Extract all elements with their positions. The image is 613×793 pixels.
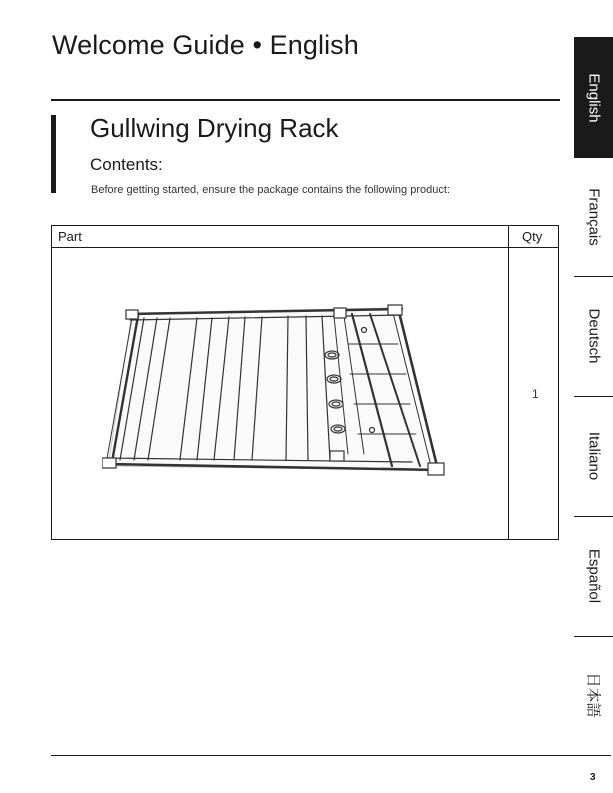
tab-deutsch[interactable] xyxy=(574,277,613,395)
parts-table xyxy=(51,225,559,540)
table-header-row xyxy=(52,226,558,248)
drying-rack-illustration xyxy=(102,304,452,486)
tab-espanol[interactable] xyxy=(574,517,613,635)
footer-divider xyxy=(51,755,611,756)
tab-english[interactable] xyxy=(574,37,613,158)
tab-english-label: English xyxy=(585,72,602,123)
column-header-part: Part xyxy=(58,229,82,244)
tab-japanese-label: 日本語 xyxy=(584,671,601,718)
tab-japanese[interactable] xyxy=(574,637,613,752)
contents-intro: Before getting started, ensure the package contains the following product: xyxy=(91,184,450,196)
tab-italiano-label: Italiano xyxy=(585,431,602,481)
tab-espanol-label: Español xyxy=(585,548,602,604)
column-header-qty: Qty xyxy=(522,229,543,244)
page-number: 3 xyxy=(590,772,596,783)
page-title: Welcome Guide • English xyxy=(52,30,359,60)
tab-francais[interactable] xyxy=(574,158,613,276)
header-divider xyxy=(51,99,560,101)
section-accent-bar xyxy=(51,115,56,193)
column-divider xyxy=(508,226,509,539)
tab-francais-label: Français xyxy=(585,188,602,246)
contents-heading: Contents: xyxy=(90,155,163,174)
tab-italiano[interactable] xyxy=(574,397,613,515)
qty-value: 1 xyxy=(532,387,539,401)
tab-deutsch-label: Deutsch xyxy=(585,308,602,364)
product-title: Gullwing Drying Rack xyxy=(90,113,339,143)
